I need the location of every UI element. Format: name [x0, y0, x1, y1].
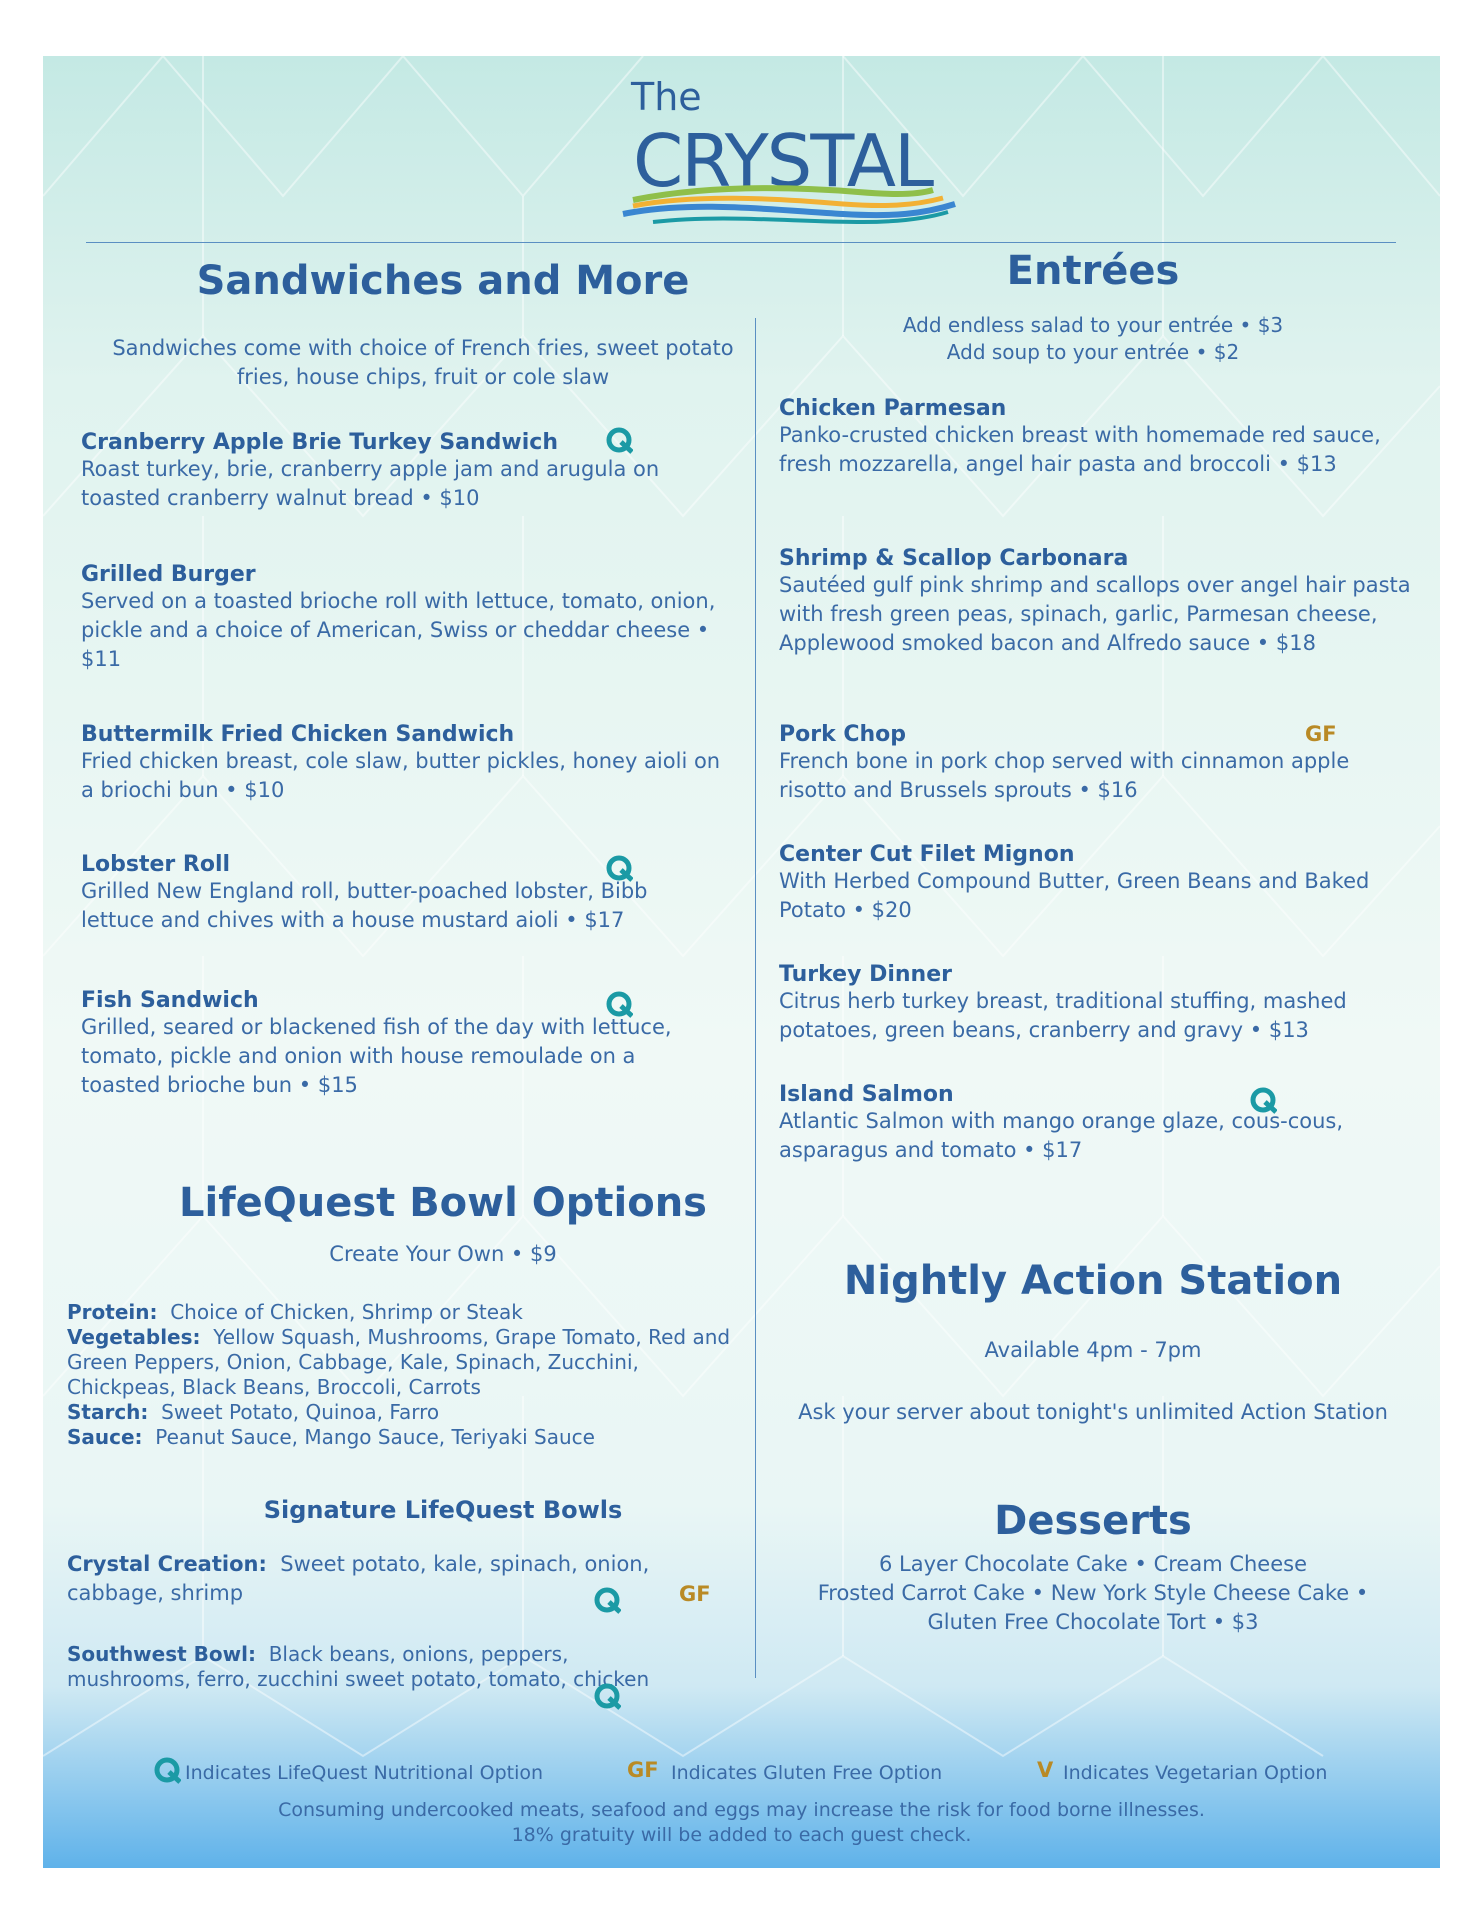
vegetables-value: Yellow Squash, Mushrooms, Grape Tomato, Red and Green Peppers, Onion, Cabbage, Kale, Spinach, Zucchini, Chickpeas, Black Beans, Broccoli, Carrots [67, 1325, 731, 1399]
desserts-line-3: Gluten Free Chocolate Tort • $3 [927, 1610, 1259, 1634]
item-title: Center Cut Filet Mignon [779, 842, 1075, 867]
legend-gf-mark: GF [627, 1758, 659, 1782]
sauce-line [67, 1425, 737, 1450]
header-divider [86, 242, 1396, 243]
lifequest-q-icon [593, 1586, 621, 1614]
entree-addons [773, 312, 1413, 366]
item-title: Chicken Parmesan [779, 396, 1007, 421]
menu-sheet [43, 56, 1440, 1868]
gluten-free-badge: GF [679, 1582, 711, 1606]
menu-item-carbonara [779, 546, 1419, 658]
item-title: Lobster Roll [81, 852, 231, 877]
item-description: Roast turkey, brie, cranberry apple jam and arugula on toasted cranberry walnut bread • $10 [81, 457, 660, 510]
item-title: Grilled Burger [81, 562, 256, 587]
item-title: Shrimp & Scallop Carbonara [779, 546, 1129, 571]
column-divider [755, 318, 756, 1678]
lifequest-q-icon [593, 1682, 621, 1710]
lifequest-q-icon [153, 1756, 181, 1784]
bowls-heading: LifeQuest Bowl Options [179, 1180, 707, 1226]
item-description: French bone in pork chop served with cinnamon apple risotto and Brussels sprouts • $16 [779, 749, 1350, 802]
action-station-heading: Nightly Action Station [843, 1258, 1343, 1304]
lifequest-q-icon [605, 990, 633, 1018]
menu-item-island-salmon [779, 1082, 1419, 1165]
gluten-free-badge: GF [1305, 722, 1337, 746]
desserts-heading: Desserts [994, 1498, 1192, 1544]
bowl-options [67, 1300, 737, 1450]
sauce-value: Peanut Sauce, Mango Sauce, Teriyaki Sauce [155, 1425, 595, 1449]
sandwiches-heading: Sandwiches and More [196, 258, 690, 304]
desserts-line-1: 6 Layer Chocolate Cake • Cream Cheese [878, 1552, 1308, 1576]
food-safety-notice: Consuming undercooked meats, seafood and eggs may increase the risk for food borne illnesses. [278, 1799, 1205, 1821]
bowls-subheading: Create Your Own • $9 [329, 1242, 557, 1266]
protein-value: Choice of Chicken, Shrimp or Steak [170, 1300, 523, 1324]
item-description: Sautéed gulf pink shrimp and scallops over angel hair pasta with fresh green peas, spinach, garlic, Parmesan cheese, Applewood smoked bacon and Alfredo sauce • $18 [779, 573, 1411, 655]
footer-notice [43, 1798, 1440, 1848]
protein-label: Protein: [67, 1300, 158, 1324]
entrees-heading: Entrées [1006, 248, 1180, 294]
vegetables-label: Vegetables: [67, 1325, 201, 1349]
gratuity-notice: 18% gratuity will be added to each guest check. [511, 1824, 972, 1846]
menu-item-filet-mignon [779, 842, 1419, 925]
addon-salad: Add endless salad to your entrée • $3 [902, 313, 1284, 337]
menu-item-chicken-parmesan [779, 396, 1419, 479]
sauce-label: Sauce: [67, 1425, 143, 1449]
item-title: Cranberry Apple Brie Turkey Sandwich [81, 430, 558, 455]
menu-item-fried-chicken [81, 722, 721, 805]
starch-label: Starch: [67, 1400, 149, 1424]
item-title: Buttermilk Fried Chicken Sandwich [81, 722, 515, 747]
item-description: Grilled, seared or blackened fish of the day with lettuce, tomato, pickle and onion with house remoulade on a toasted brioche bun • $15 [81, 1015, 672, 1097]
action-station-note: Ask your server about tonight's unlimited Action Station [798, 1400, 1388, 1424]
legend-lifequest-text: Indicates LifeQuest Nutritional Option [185, 1762, 544, 1784]
item-description: Atlantic Salmon with mango orange glaze, cous-cous, asparagus and tomato • $17 [779, 1109, 1344, 1162]
action-station-hours: Available 4pm - 7pm [984, 1338, 1202, 1362]
desserts-list [763, 1550, 1423, 1637]
item-description: Served on a toasted brioche roll with lettuce, tomato, onion, pickle and a choice of American, Swiss or cheddar cheese • $11 [81, 589, 716, 671]
item-title: Pork Chop [779, 722, 907, 747]
lifequest-q-icon [1249, 1086, 1277, 1114]
item-title: Fish Sandwich [81, 988, 259, 1013]
crystal-creation-desc: Sweet potato, kale, spinach, onion, cabbage, shrimp [67, 1552, 650, 1605]
protein-line [67, 1300, 737, 1325]
starch-value: Sweet Potato, Quinoa, Farro [161, 1400, 440, 1424]
menu-item-lobster-roll [81, 852, 681, 935]
item-description: Panko-crusted chicken breast with homemade red sauce, fresh mozzarella, angel hair pasta and broccoli • $13 [779, 423, 1381, 476]
menu-item-grilled-burger [81, 562, 721, 674]
legend-gf-text: Indicates Gluten Free Option [671, 1762, 943, 1784]
addon-soup: Add soup to your entrée • $2 [946, 340, 1240, 364]
logo-the-text: The [631, 75, 702, 119]
item-title: Island Salmon [779, 1082, 954, 1107]
starch-line [67, 1400, 737, 1425]
signature-bowls-heading: Signature LifeQuest Bowls [263, 1496, 623, 1524]
menu-item-turkey-dinner [779, 962, 1419, 1045]
item-description: Citrus herb turkey breast, traditional stuffing, mashed potatoes, green beans, cranberry and gravy • $13 [779, 989, 1347, 1042]
lifequest-q-icon [605, 426, 633, 454]
logo-name-text: CRYSTAL [633, 119, 933, 203]
item-description: With Herbed Compound Butter, Green Beans and Baked Potato • $20 [779, 869, 1370, 922]
item-description: Fried chicken breast, cole slaw, butter pickles, honey aioli on a briochi bun • $10 [81, 749, 721, 802]
lifequest-q-icon [605, 854, 633, 882]
southwest-desc: Black beans, onions, peppers, mushrooms, ferro, zucchini sweet potato, tomato, chicken [67, 1642, 650, 1691]
crystal-creation-label: Crystal Creation: [67, 1552, 267, 1576]
desserts-line-2: Frosted Carrot Cake • New York Style Cheese Cake • [817, 1581, 1369, 1605]
menu-item-fish-sandwich [81, 988, 681, 1100]
item-description: Grilled New England roll, butter-poached lobster, Bibb lettuce and chives with a house mustard aioli • $17 [81, 879, 648, 932]
southwest-label: Southwest Bowl: [67, 1642, 256, 1666]
legend-v-text: Indicates Vegetarian Option [1063, 1762, 1328, 1784]
item-title: Turkey Dinner [779, 962, 952, 987]
crystal-logo [583, 68, 963, 228]
sandwiches-intro: Sandwiches come with choice of French fries, sweet potato fries, house chips, fruit or cole slaw [112, 336, 734, 389]
vegetables-line [67, 1325, 737, 1400]
legend-v-mark: V [1037, 1758, 1054, 1782]
